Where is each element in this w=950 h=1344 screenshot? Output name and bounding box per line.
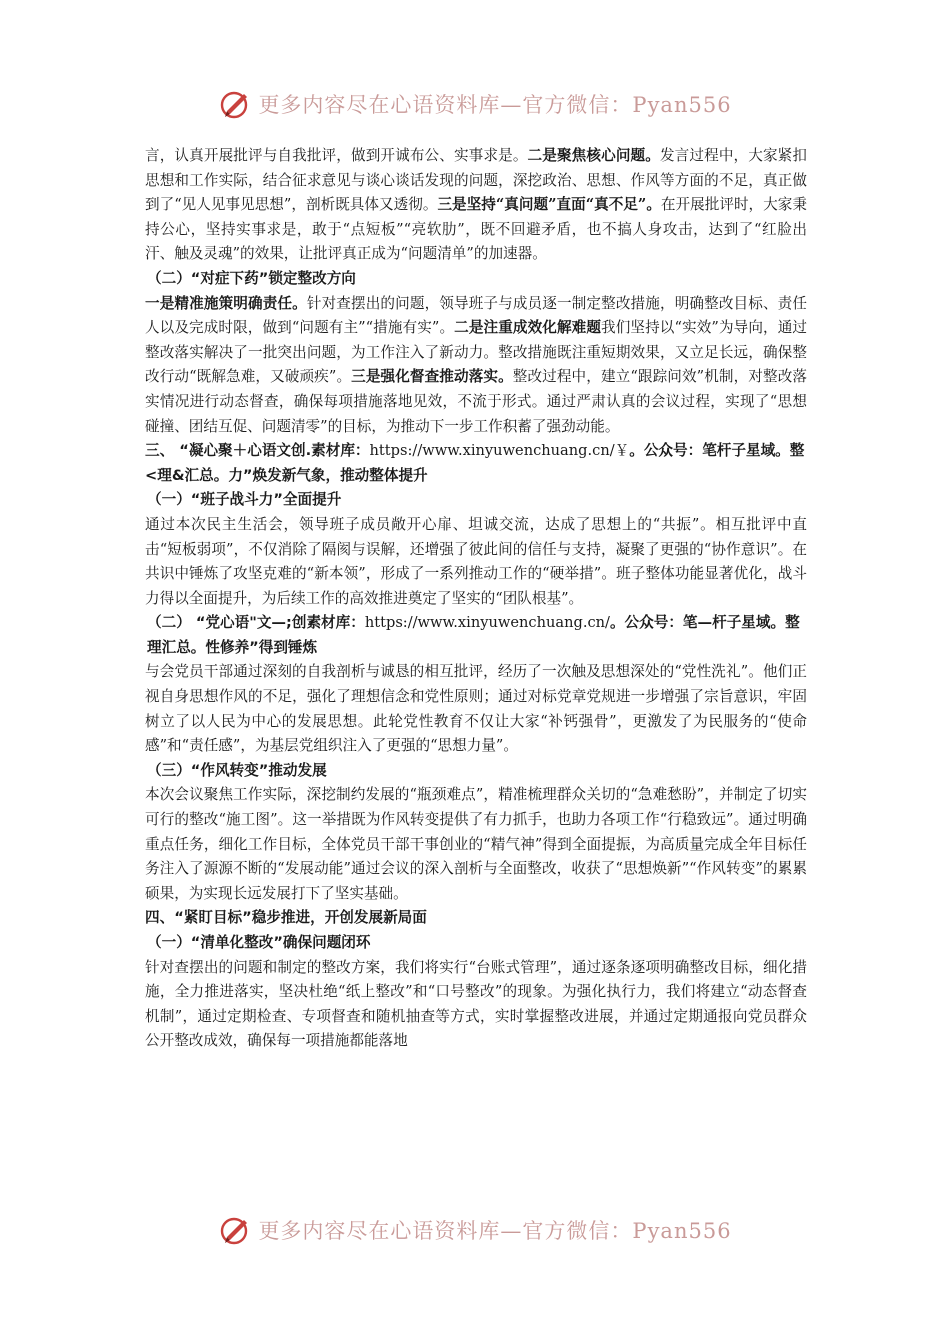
text-run: 针对查摆出的问题，领导班子与成员逐一制定整改措施，明确整改目标、责任人以及完成时限，做到“问题有主”“措施有实”。 [145, 294, 807, 337]
section-heading [145, 439, 807, 488]
paragraph [145, 660, 807, 758]
text-run: 整改过程中，建立“跟踪问效”机制，对整改落实情况进行动态督查，确保每项措施落地见效，不流于形式。通过严肃认真的会议过程，实现了“思想碰撞、团结互促、问题清零”的目标，为推动下一步工作积蓄了强劲动能。 [145, 368, 807, 435]
text-run: （一）“清单化整改”确保问题闭环 [147, 934, 371, 951]
text-run: 四、“紧盯目标”稳步推进，开创发展新局面 [145, 909, 427, 927]
paragraph [145, 513, 807, 611]
text-run: 三、 “凝心聚＋心语文创.素材库： [145, 442, 370, 460]
header-watermark-banner [0, 84, 950, 124]
subsection-heading [145, 488, 807, 513]
bold-phrase: 三是坚持“真问题”直面“真不足”。 [437, 196, 661, 214]
paragraph [145, 956, 807, 1054]
subsection-heading [145, 931, 807, 956]
text-run: 。公众号：笔—杆子星域。整理汇总。性修养”得到锤炼 [147, 614, 800, 656]
text-run: 发言过程中，大家紧扣思想和工作实际，结合征求意见与谈心谈话发现的问题，深挖政治、思想、作风等方面的不足，真正做到了“见人见事见思想”，剖析既具体又透彻。 [145, 147, 807, 214]
text-run: （二）“对症下药”锁定整改方向 [147, 269, 356, 287]
text-run: 在开展批评时，大家秉持公心，坚持实事求是，敢于“点短板”“亮软肋”，既不回避矛盾，也不搞人身攻击，达到了“红脸出汗、触及灵魂”的效果，让批评真正成为“问题清单”的加速器。 [145, 196, 807, 263]
text-run: 我们坚持以“实效”为导向，通过整改落实解决了一批突出问题，为工作注入了新动力。整改措施既注重短期效果，又立足长远，确保整改行动“既解急难，又破顽疾”。 [145, 319, 807, 386]
bold-phrase: 二是注重成效化解难题 [454, 319, 602, 337]
text-run: 本次会议聚焦工作实际，深挖制约发展的“瓶颈难点”，精准梳理群众关切的“急难愁盼”，并制定了切实可行的整改“施工图”。这一举措既为作风转变提供了有力抓手，也助力各项工作“行稳致远”。通过明确重点任务，细化工作目标，全体党员干部干事创业的“精气神”得到全面提振，为高质量完成全年目标任务注入了源源不断的“发展动能”通过会议的深入剖析与全面整改，收获了“思想焕新”“作风转变”的累累硕果，为实现长远发展打下了坚实基础。 [145, 786, 807, 902]
subsection-heading [145, 759, 807, 784]
text-run: 通过本次民主生活会，领导班子成员敞开心扉、坦诚交流，达成了思想上的“共振”。相互批评中直击“短板弱项”，不仅消除了隔阂与误解，还增强了彼此间的信任与支持，凝聚了更强的“协作意识”。在共识中锤炼了攻坚克难的“新本领”，形成了一系列推动工作的“硬举措”。班子整体功能显著优化，战斗力得以全面提升，为后续工作的高效推进奠定了坚实的“团队根基”。 [145, 515, 807, 607]
footer-watermark-banner [0, 1210, 950, 1250]
bold-phrase: 二是聚焦核心问题。 [527, 147, 660, 164]
bold-phrase: 三是强化督查推动落实。 [351, 368, 513, 386]
text-run: 针对查摆出的问题和制定的整改方案，我们将实行“台账式管理”，通过逐条逐项明确整改目标，细化措施，全力推进落实，坚决杜绝“纸上整改”和“口号整改”的现象。为强化执行力，我们将建立“动态督查机制”，通过定期检查、专项督查和随机抽查等方式，实时掌握整改进展，并通过定期通报向党员群众公开整改成效，确保每一项措施都能落地 [145, 958, 807, 1050]
text-run: （三）“作风转变”推动发展 [147, 761, 327, 779]
header-banner-text: 更多内容尽在心语资料库—官方微信：Pyan556 [258, 93, 732, 117]
text-run: https://www.xinyuwenchuang.cn/￥ [369, 442, 630, 460]
text-run: https://www.xinyuwenchuang.cn/ [364, 614, 610, 632]
pen-logo-icon [218, 1213, 252, 1247]
section-heading [145, 611, 807, 660]
document-body [145, 144, 807, 1054]
paragraph [145, 144, 807, 267]
text-run: （一）“班子战斗力”全面提升 [147, 491, 342, 509]
bold-phrase: 一是精准施策明确责任。 [145, 294, 307, 312]
subsection-heading [145, 267, 807, 292]
text-run: 言，认真开展批评与自我批评，做到开诚布公、实事求是。 [145, 147, 528, 164]
text-run: 。公众号：笔杆子星域。整<理&汇总。力”焕发新气象，推动整体提升 [145, 442, 805, 484]
text-run: 与会党员干部通过深刻的自我剖析与诚恳的相互批评，经历了一次触及思想深处的“党性洗礼”。他们正视自身思想作风的不足，强化了理想信念和党性原则；通过对标党章党规进一步增强了宗旨意识，牢固树立了以人民为中心的发展思想。此轮党性教育不仅让大家“补钙强骨”，更激发了为民服务的“使命感”和“责任感”，为基层党组织注入了更强的“思想力量”。 [145, 663, 807, 755]
pen-logo-icon [218, 87, 252, 121]
text-run: （二） “党心语"文—;创素材库： [147, 614, 365, 632]
footer-banner-text: 更多内容尽在心语资料库—官方微信：Pyan556 [258, 1219, 732, 1243]
paragraph [145, 292, 807, 440]
section-heading [145, 906, 807, 931]
paragraph [145, 783, 807, 906]
